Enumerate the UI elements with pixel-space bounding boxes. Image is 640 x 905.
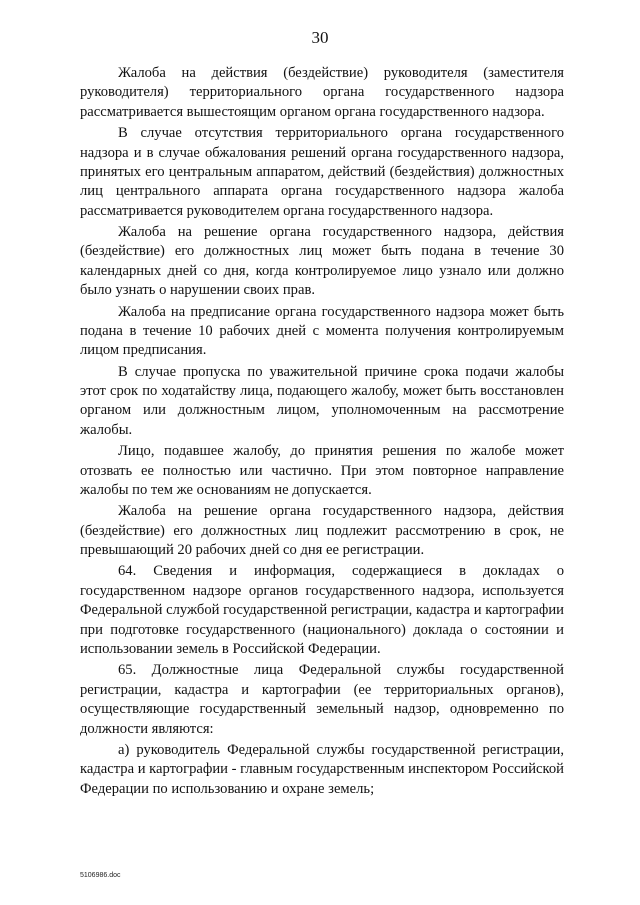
paragraph: Жалоба на предписание органа государственного надзора может быть подана в течение 10 рабочих дней с момента получения контролируемым лицом предписания. [80,303,564,359]
document-body [80,64,564,801]
paragraph: Жалоба на решение органа государственного надзора, действия (бездействие) его должностных лиц может быть подана в течение 30 календарных дней со дня, когда контролируемое лицо узнало или должно было узнать о нарушении своих прав. [80,224,564,299]
page-number: 30 [311,28,329,47]
paragraph: В случае отсутствия территориального органа государственного надзора и в случае обжалования решений органа государственного надзора, принятых его центральным аппаратом, действий (бездействия) должностных лиц центрального аппарата органа государственного надзора жалоба рассматривается руководителем органа государственного надзора. [80,125,564,219]
paragraph: 64. Сведения и информация, содержащиеся в докладах о государственном надзоре органов государственного надзора, используется Федеральной службой государственной регистрации, кадастра и картографии при подготовке государственного (национального) доклада о состоянии и использовании земель в Российской Федерации. [80,563,564,658]
paragraph: 65. Должностные лица Федеральной службы государственной регистрации, кадастра и картографии (ее территориальных органов), осуществляющие государственный земельный надзор, одновременно по должности являются: [80,662,564,737]
paragraph: В случае пропуска по уважительной причине срока подачи жалобы этот срок по ходатайству лица, подающего жалобу, может быть восстановлен органом или должностным лицом, уполномоченным на рассмотрение жалобы. [80,363,564,438]
file-name-footer: 5106986.doc [80,872,121,879]
paragraph: а) руководитель Федеральной службы государственной регистрации, кадастра и картографии - главным государственным инспектором Российской Федерации по использованию и охране земель; [80,741,564,797]
paragraph: Жалоба на решение органа государственного надзора, действия (бездействие) его должностных лиц подлежит рассмотрению в срок, не превышающий 20 рабочих дней со дня ее регистрации. [80,503,564,559]
paragraph: Жалоба на действия (бездействие) руководителя (заместителя руководителя) территориального органа государственного надзора рассматривается вышестоящим органом органа государственного надзора. [80,65,564,120]
paragraph: Лицо, подавшее жалобу, до принятия решения по жалобе может отозвать ее полностью или частично. При этом повторное направление жалобы по тем же основаниям не допускается. [80,443,564,498]
